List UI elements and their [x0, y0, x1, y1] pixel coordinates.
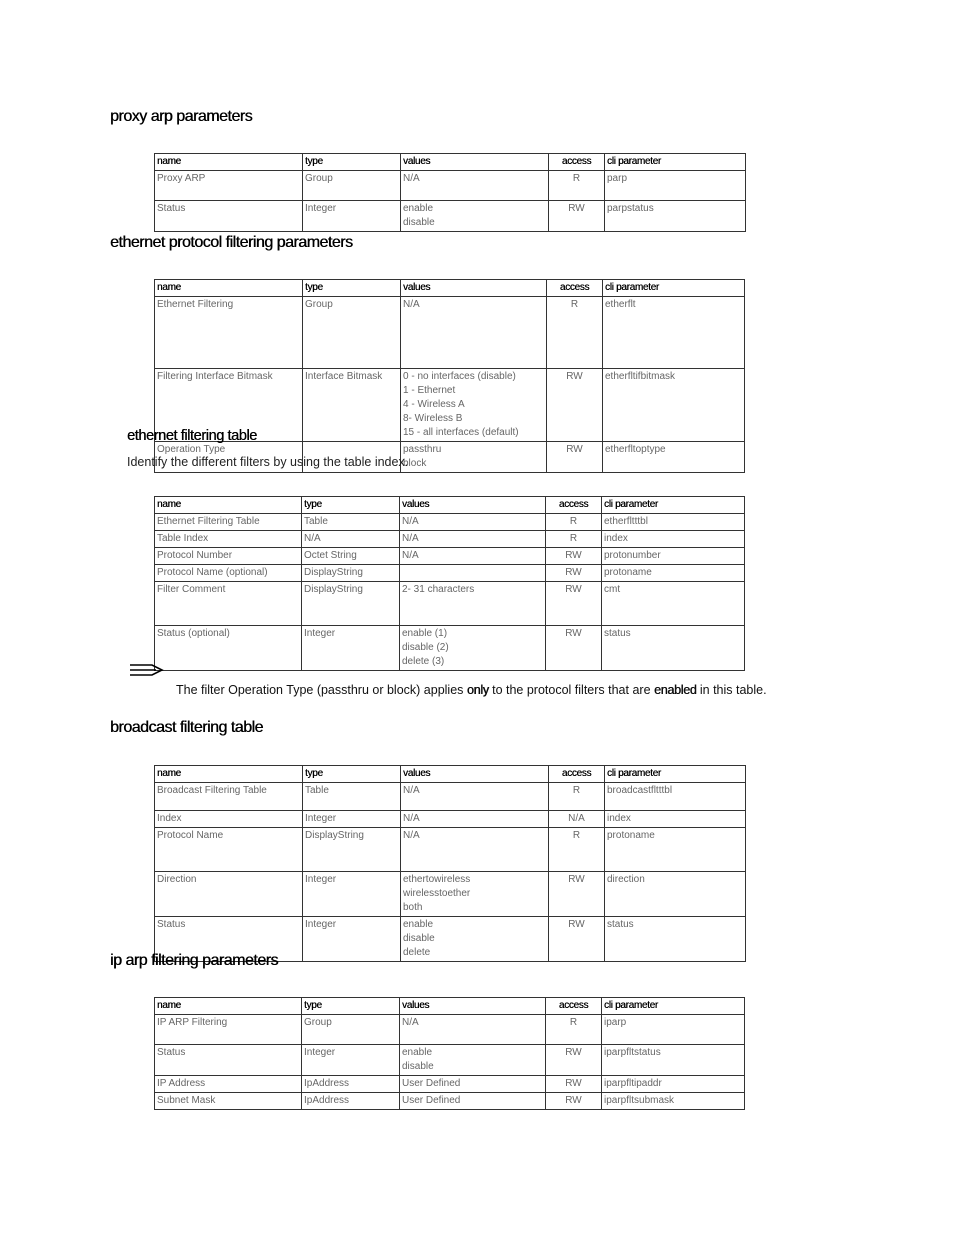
column-header-values: values [401, 154, 549, 171]
ethernet-filtering-intro: Identify the different filters by using the table index. [127, 455, 409, 469]
cell-values [401, 783, 549, 811]
value-line: ethertowireless [403, 874, 471, 885]
cell-values [400, 1076, 546, 1093]
cell-name: Protocol Number [155, 548, 302, 565]
column-header-name: name [155, 497, 302, 514]
column-header-cli: cli parameter [605, 766, 746, 783]
cell-type: Group [303, 171, 401, 201]
cell-access: RW [546, 565, 602, 582]
cell-values [401, 201, 549, 232]
value-line: disable [403, 217, 435, 228]
value-line: 4 - Wireless A [403, 399, 465, 410]
cell-access: RW [546, 1045, 602, 1076]
cell-name: IP Address [155, 1076, 302, 1093]
cell-type: DisplayString [303, 828, 401, 872]
cell-cli: index [602, 531, 745, 548]
table-row [155, 1015, 745, 1045]
cell-type: Integer [302, 1045, 400, 1076]
table-row [155, 297, 745, 369]
cell-type: Interface Bitmask [303, 369, 401, 442]
value-line: disable [403, 933, 435, 944]
cell-type: Integer [303, 917, 401, 962]
broadcast-filtering-heading: broadcast filtering table [110, 719, 263, 736]
cell-access: R [549, 171, 605, 201]
cell-name: Proxy ARP [155, 171, 303, 201]
value-line: 1 - Ethernet [403, 385, 456, 396]
note-text-middle: to the protocol filters that are [488, 683, 654, 697]
cell-cli: etherflt [603, 297, 745, 369]
ip-arp-filtering-heading: ip arp filtering parameters [110, 952, 278, 969]
column-header-type: type [303, 154, 401, 171]
cell-cli: etherfltttbl [602, 514, 745, 531]
cell-name: Filter Comment [155, 582, 302, 626]
value-line: passthru [403, 444, 442, 455]
cell-access: RW [549, 872, 605, 917]
cell-cli: cmt [602, 582, 745, 626]
cell-cli: status [602, 626, 745, 671]
value-line: User Defined [402, 1078, 461, 1089]
cell-type: N/A [302, 531, 400, 548]
broadcast-filtering-table [154, 765, 746, 962]
cell-name: Direction [155, 872, 303, 917]
value-line: User Defined [402, 1095, 461, 1106]
cell-cli: index [605, 811, 746, 828]
column-header-type: type [302, 998, 400, 1015]
value-line: N/A [402, 533, 419, 544]
cell-cli: protoname [602, 565, 745, 582]
value-line: wirelesstoether [403, 888, 471, 899]
cell-values [400, 1015, 546, 1045]
value-line: N/A [403, 830, 420, 841]
cell-cli: etherfltoptype [603, 442, 745, 473]
cell-type: Octet String [302, 548, 400, 565]
value-line: enable (1) [402, 628, 448, 639]
cell-type: Group [303, 297, 401, 369]
cell-access: RW [546, 1093, 602, 1110]
value-line: enable [403, 203, 434, 214]
table-header-row [155, 766, 746, 783]
value-line: 15 - all interfaces (default) [403, 427, 519, 438]
table-row [155, 548, 745, 565]
table-row [155, 1045, 745, 1076]
value-line: N/A [403, 173, 420, 184]
cell-type: Table [303, 783, 401, 811]
table-row [155, 514, 745, 531]
table-header-row [155, 154, 746, 171]
cell-cli: direction [605, 872, 746, 917]
cell-name: Table Index [155, 531, 302, 548]
column-header-type: type [302, 497, 400, 514]
ethernet-filtering-table-heading: ethernet filtering table [127, 428, 257, 444]
cell-cli: broadcastfltttbl [605, 783, 746, 811]
column-header-name: name [155, 766, 303, 783]
cell-name: Status [155, 201, 303, 232]
note-emphasis-only: only [466, 683, 489, 697]
column-header-values: values [400, 998, 546, 1015]
cell-cli: status [605, 917, 746, 962]
value-line: N/A [402, 1017, 419, 1028]
cell-type: Table [302, 514, 400, 531]
column-header-name: name [155, 154, 303, 171]
table-row [155, 872, 746, 917]
cell-type: IpAddress [302, 1076, 400, 1093]
cell-type: Integer [303, 872, 401, 917]
cell-name: Status [155, 917, 303, 962]
cell-type: Group [302, 1015, 400, 1045]
cell-access: RW [547, 369, 603, 442]
cell-name: Subnet Mask [155, 1093, 302, 1110]
note-arrow-icon [128, 660, 166, 680]
column-header-access: access [547, 280, 603, 297]
cell-cli: protoname [605, 828, 746, 872]
cell-values [400, 565, 546, 582]
cell-values [400, 626, 546, 671]
cell-values [401, 369, 547, 442]
column-header-cli: cli parameter [603, 280, 745, 297]
cell-type: Integer [303, 811, 401, 828]
ethernet-filtering-table [154, 496, 745, 671]
cell-type: DisplayString [302, 565, 400, 582]
value-line: 2- 31 characters [402, 584, 475, 595]
note-text-before: The filter Operation Type (passthru or block) applies [176, 683, 467, 697]
value-line: N/A [403, 813, 420, 824]
table-row [155, 565, 745, 582]
cell-name: Filtering Interface Bitmask [155, 369, 303, 442]
value-line: N/A [402, 516, 419, 527]
cell-access: R [546, 514, 602, 531]
note-text-after: in this table. [696, 683, 767, 697]
cell-name: Status (optional) [155, 626, 302, 671]
cell-access: RW [546, 626, 602, 671]
value-line: block [403, 458, 427, 469]
cell-access: RW [549, 201, 605, 232]
cell-cli: protonumber [602, 548, 745, 565]
cell-name: IP ARP Filtering [155, 1015, 302, 1045]
value-line: delete [403, 947, 431, 958]
cell-cli: iparpfltstatus [602, 1045, 745, 1076]
table-row [155, 626, 745, 671]
column-header-access: access [546, 998, 602, 1015]
column-header-access: access [546, 497, 602, 514]
cell-type: DisplayString [302, 582, 400, 626]
table-row [155, 1076, 745, 1093]
ethernet-protocol-heading: ethernet protocol filtering parameters [110, 234, 353, 251]
table-row [155, 531, 745, 548]
value-line: N/A [403, 299, 420, 310]
cell-values [400, 1093, 546, 1110]
cell-cli: iparpfltipaddr [602, 1076, 745, 1093]
cell-name: Index [155, 811, 303, 828]
cell-access: R [549, 783, 605, 811]
cell-values [401, 917, 549, 962]
cell-cli: parpstatus [605, 201, 746, 232]
cell-access: R [546, 1015, 602, 1045]
cell-access: R [549, 828, 605, 872]
note-text [176, 683, 767, 697]
value-line: delete (3) [402, 656, 445, 667]
value-line: both [403, 902, 423, 913]
column-header-values: values [400, 497, 546, 514]
column-header-values: values [401, 766, 549, 783]
cell-type: Integer [303, 201, 401, 232]
cell-cli: iparpfltsubmask [602, 1093, 745, 1110]
cell-name: Ethernet Filtering [155, 297, 303, 369]
column-header-access: access [549, 766, 605, 783]
table-header-row [155, 497, 745, 514]
column-header-cli: cli parameter [605, 154, 746, 171]
table-header-row [155, 280, 745, 297]
cell-values [400, 531, 546, 548]
table-header-row [155, 998, 745, 1015]
cell-name: Operation Type [155, 442, 303, 473]
value-line: N/A [402, 550, 419, 561]
column-header-type: type [303, 766, 401, 783]
cell-access: R [547, 297, 603, 369]
cell-name: Protocol Name [155, 828, 303, 872]
cell-values [401, 171, 549, 201]
cell-access: RW [549, 917, 605, 962]
column-header-cli: cli parameter [602, 998, 745, 1015]
cell-access: RW [546, 548, 602, 565]
cell-values [401, 297, 547, 369]
value-line: enable [403, 919, 434, 930]
cell-type: IpAddress [302, 1093, 400, 1110]
cell-name: Broadcast Filtering Table [155, 783, 303, 811]
column-header-values: values [401, 280, 547, 297]
table-row [155, 582, 745, 626]
table-row [155, 811, 746, 828]
cell-values [400, 582, 546, 626]
cell-access: R [546, 531, 602, 548]
column-header-name: name [155, 998, 302, 1015]
ip-arp-filtering-table [154, 997, 745, 1110]
table-row [155, 171, 746, 201]
value-line: disable [402, 1061, 434, 1072]
cell-name: Ethernet Filtering Table [155, 514, 302, 531]
column-header-access: access [549, 154, 605, 171]
value-line: 0 - no interfaces (disable) [403, 371, 516, 382]
value-line: disable (2) [402, 642, 449, 653]
cell-values [400, 514, 546, 531]
cell-cli: parp [605, 171, 746, 201]
cell-cli: iparp [602, 1015, 745, 1045]
cell-cli: etherfltifbitmask [603, 369, 745, 442]
column-header-type: type [303, 280, 401, 297]
cell-access: N/A [549, 811, 605, 828]
proxy-arp-heading: proxy arp parameters [110, 108, 253, 125]
table-row [155, 1093, 745, 1110]
cell-values [401, 442, 547, 473]
cell-type: Integer [302, 626, 400, 671]
cell-values [401, 811, 549, 828]
column-header-name: name [155, 280, 303, 297]
note-emphasis-enabled: enabled [654, 683, 697, 697]
column-header-cli: cli parameter [602, 497, 745, 514]
table-row [155, 783, 746, 811]
cell-values [400, 548, 546, 565]
cell-access: RW [547, 442, 603, 473]
value-line: 8- Wireless B [403, 413, 463, 424]
value-line: enable [402, 1047, 433, 1058]
cell-name: Protocol Name (optional) [155, 565, 302, 582]
proxy-arp-table [154, 153, 746, 232]
cell-values [401, 828, 549, 872]
cell-access: RW [546, 582, 602, 626]
cell-values [401, 872, 549, 917]
cell-name: Status [155, 1045, 302, 1076]
table-row [155, 201, 746, 232]
cell-access: RW [546, 1076, 602, 1093]
cell-values [400, 1045, 546, 1076]
value-line: N/A [403, 785, 420, 796]
table-row [155, 828, 746, 872]
